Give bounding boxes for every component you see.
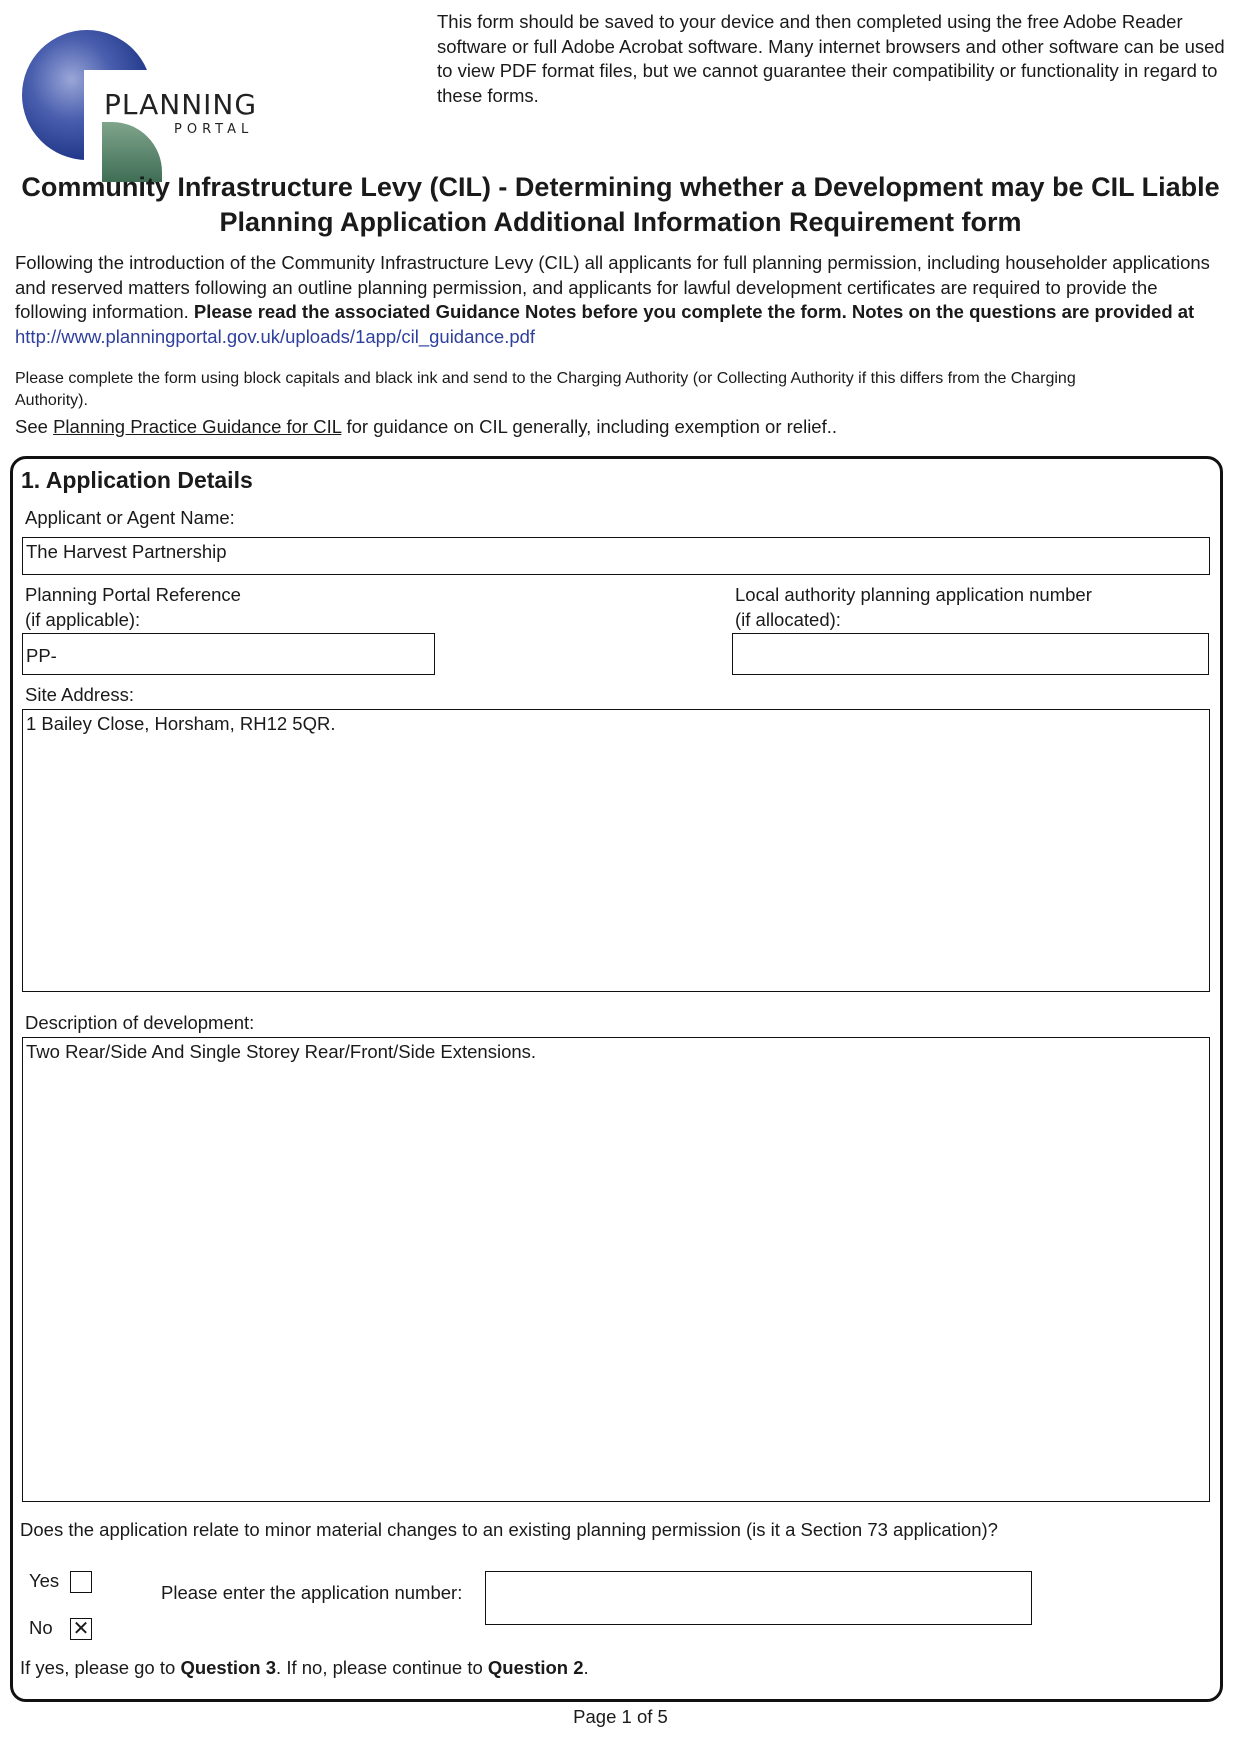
pp-reference-label-line2: (if applicable): (25, 608, 141, 630)
application-number-label: Please enter the application number: (161, 1582, 463, 1603)
guidance-suffix: for guidance on CIL generally, including exemption or relief.. (341, 416, 838, 437)
site-address-field[interactable]: 1 Bailey Close, Horsham, RH12 5QR. (22, 709, 1210, 992)
checkmark-x-icon: ✕ (72, 1618, 90, 1640)
routing-mid: . If no, please continue to (276, 1657, 488, 1678)
guidance-paragraph (15, 415, 1215, 439)
routing-question-3: Question 3 (180, 1657, 277, 1678)
pp-reference-label-line1: Planning Portal Reference (25, 584, 241, 605)
applicant-name-label: Applicant or Agent Name: (25, 507, 235, 528)
intro-note: This form should be saved to your device and then completed using the free Adobe Reader software or full Adobe Acrobat software. Many internet browsers and other software can be used to view PDF format files, but we cannot guarantee their compatibility or functionality in regard to these forms. (437, 11, 1225, 106)
yes-label: Yes (29, 1570, 60, 1591)
yes-checkbox[interactable] (70, 1571, 92, 1593)
guidance-link[interactable]: http://www.planningportal.gov.uk/uploads/1app/cil_guidance.pdf (15, 325, 536, 347)
la-application-number-label-line2: (if allocated): (735, 608, 841, 630)
no-checkbox[interactable] (70, 1618, 92, 1640)
routing-suffix: . (583, 1657, 589, 1678)
logo-text-portal: PORTAL (174, 122, 254, 137)
applicant-name-field[interactable]: The Harvest Partnership (22, 537, 1210, 575)
pp-reference-field[interactable]: PP- (22, 633, 435, 675)
planning-practice-guidance-link[interactable]: Planning Practice Guidance for CIL (53, 416, 342, 437)
instructions-paragraph: Please complete the form using block capitals and black ink and send to the Charging Authority (or Collecting Authority if this differs from the Charging Authority). (15, 370, 1076, 409)
site-address-label: Site Address: (25, 684, 135, 705)
la-application-number-label-line1: Local authority planning application number (735, 584, 1092, 605)
intro-paragraph-text: Following the introduction of the Community Infrastructure Levy (CIL) all applicants for full planning permission, including householder applications and reserved matters following an outline planning permission, and applicants for lawful development certificates are required to provide the following information. (15, 252, 1210, 322)
routing-question-2: Question 2 (487, 1657, 584, 1678)
description-label: Description of development: (25, 1012, 255, 1033)
title-line-1: Community Infrastructure Levy (CIL) - Determining whether a Development may be CIL Liable (21, 172, 1220, 202)
logo-text-planning: PLANNING (104, 88, 258, 121)
title-line-2: Planning Application Additional Information Requirement form (219, 207, 1022, 237)
la-application-number-field[interactable] (732, 633, 1209, 675)
no-label: No (29, 1617, 53, 1638)
pp-reference-label (25, 583, 241, 632)
page-number: Page 1 of 5 (573, 1706, 668, 1727)
section-73-question: Does the application relate to minor material changes to an existing planning permission (is it a Section 73 application)? (20, 1519, 998, 1540)
routing-prefix: If yes, please go to (20, 1657, 181, 1678)
planning-portal-logo (22, 30, 282, 162)
application-number-field[interactable] (485, 1571, 1032, 1625)
description-field[interactable]: Two Rear/Side And Single Storey Rear/Front/Side Extensions. (22, 1037, 1210, 1502)
section-title: 1. Application Details (21, 467, 253, 493)
la-application-number-label (735, 583, 1092, 632)
page-title (0, 170, 1241, 240)
guidance-prefix: See (15, 416, 54, 437)
intro-paragraph-bold: Please read the associated Guidance Notes before you complete the form. Notes on the questions are provided at (193, 301, 1195, 322)
intro-paragraph (15, 251, 1230, 349)
section-routing-note (20, 1657, 589, 1679)
